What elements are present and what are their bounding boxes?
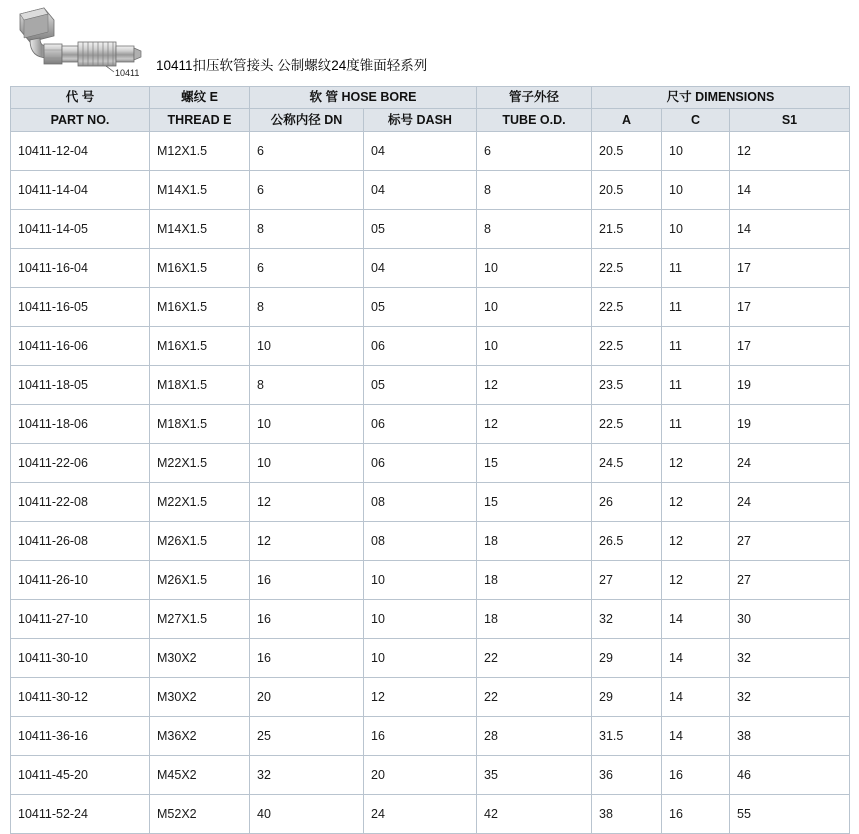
cell-c: 11 xyxy=(662,366,730,405)
cell-dn: 8 xyxy=(250,210,364,249)
cell-c: 12 xyxy=(662,522,730,561)
table-row xyxy=(11,522,850,561)
cell-part-no: 10411-22-08 xyxy=(11,483,150,522)
header-group-part-no: 代 号 xyxy=(11,87,150,109)
cell-dash: 20 xyxy=(364,756,477,795)
cell-part-no: 10411-18-06 xyxy=(11,405,150,444)
table-row xyxy=(11,171,850,210)
cell-dash: 16 xyxy=(364,717,477,756)
cell-part-no: 10411-14-04 xyxy=(11,171,150,210)
cell-dash: 08 xyxy=(364,483,477,522)
cell-part-no: 10411-36-16 xyxy=(11,717,150,756)
table-row xyxy=(11,600,850,639)
cell-c: 10 xyxy=(662,210,730,249)
cell-a: 23.5 xyxy=(592,366,662,405)
header-dash: 标号 DASH xyxy=(364,109,477,132)
cell-s1: 46 xyxy=(730,756,850,795)
cell-dn: 16 xyxy=(250,561,364,600)
table-row xyxy=(11,639,850,678)
cell-tube-od: 18 xyxy=(477,522,592,561)
cell-a: 38 xyxy=(592,795,662,834)
cell-thread-e: M26X1.5 xyxy=(150,522,250,561)
cell-dash: 10 xyxy=(364,600,477,639)
table-row xyxy=(11,678,850,717)
cell-a: 32 xyxy=(592,600,662,639)
cell-a: 29 xyxy=(592,639,662,678)
cell-thread-e: M36X2 xyxy=(150,717,250,756)
cell-dn: 12 xyxy=(250,483,364,522)
cell-a: 26 xyxy=(592,483,662,522)
cell-s1: 14 xyxy=(730,171,850,210)
cell-tube-od: 15 xyxy=(477,444,592,483)
cell-thread-e: M22X1.5 xyxy=(150,483,250,522)
cell-dash: 10 xyxy=(364,639,477,678)
cell-tube-od: 18 xyxy=(477,600,592,639)
spec-table xyxy=(10,86,850,834)
table-body xyxy=(11,132,850,834)
cell-part-no: 10411-26-10 xyxy=(11,561,150,600)
cell-dn: 16 xyxy=(250,639,364,678)
spec-table-container xyxy=(0,86,859,834)
cell-dash: 24 xyxy=(364,795,477,834)
cell-c: 14 xyxy=(662,678,730,717)
cell-s1: 17 xyxy=(730,249,850,288)
cell-thread-e: M45X2 xyxy=(150,756,250,795)
cell-part-no: 10411-12-04 xyxy=(11,132,150,171)
cell-s1: 12 xyxy=(730,132,850,171)
cell-c: 11 xyxy=(662,327,730,366)
cell-tube-od: 18 xyxy=(477,561,592,600)
cell-c: 14 xyxy=(662,639,730,678)
cell-thread-e: M14X1.5 xyxy=(150,171,250,210)
cell-part-no: 10411-30-10 xyxy=(11,639,150,678)
cell-a: 31.5 xyxy=(592,717,662,756)
cell-dn: 25 xyxy=(250,717,364,756)
cell-tube-od: 42 xyxy=(477,795,592,834)
table-header-row-group xyxy=(11,87,850,109)
cell-tube-od: 35 xyxy=(477,756,592,795)
cell-a: 22.5 xyxy=(592,405,662,444)
table-row xyxy=(11,756,850,795)
cell-part-no: 10411-30-12 xyxy=(11,678,150,717)
cell-dn: 12 xyxy=(250,522,364,561)
table-row xyxy=(11,249,850,288)
table-row xyxy=(11,717,850,756)
cell-tube-od: 6 xyxy=(477,132,592,171)
cell-tube-od: 10 xyxy=(477,327,592,366)
header-a: A xyxy=(592,109,662,132)
header-group-tube-od: 管子外径 xyxy=(477,87,592,109)
cell-s1: 24 xyxy=(730,444,850,483)
cell-a: 20.5 xyxy=(592,171,662,210)
cell-dn: 16 xyxy=(250,600,364,639)
cell-c: 11 xyxy=(662,405,730,444)
cell-part-no: 10411-18-05 xyxy=(11,366,150,405)
table-row xyxy=(11,795,850,834)
cell-tube-od: 8 xyxy=(477,210,592,249)
cell-dash: 10 xyxy=(364,561,477,600)
cell-tube-od: 10 xyxy=(477,249,592,288)
cell-c: 12 xyxy=(662,483,730,522)
cell-a: 26.5 xyxy=(592,522,662,561)
cell-dash: 05 xyxy=(364,366,477,405)
cell-thread-e: M16X1.5 xyxy=(150,249,250,288)
cell-part-no: 10411-26-08 xyxy=(11,522,150,561)
cell-tube-od: 22 xyxy=(477,639,592,678)
cell-part-no: 10411-14-05 xyxy=(11,210,150,249)
header-c: C xyxy=(662,109,730,132)
cell-s1: 14 xyxy=(730,210,850,249)
page-header xyxy=(0,0,859,86)
table-row xyxy=(11,561,850,600)
cell-dash: 04 xyxy=(364,249,477,288)
table-row xyxy=(11,405,850,444)
table-head xyxy=(11,87,850,132)
cell-a: 29 xyxy=(592,678,662,717)
cell-dash: 06 xyxy=(364,405,477,444)
table-row xyxy=(11,444,850,483)
cell-tube-od: 12 xyxy=(477,405,592,444)
cell-thread-e: M18X1.5 xyxy=(150,405,250,444)
cell-dn: 20 xyxy=(250,678,364,717)
cell-c: 14 xyxy=(662,717,730,756)
cell-tube-od: 10 xyxy=(477,288,592,327)
cell-c: 11 xyxy=(662,288,730,327)
cell-dash: 08 xyxy=(364,522,477,561)
table-row xyxy=(11,327,850,366)
table-row xyxy=(11,288,850,327)
cell-a: 22.5 xyxy=(592,327,662,366)
table-row xyxy=(11,366,850,405)
cell-s1: 38 xyxy=(730,717,850,756)
cell-thread-e: M14X1.5 xyxy=(150,210,250,249)
cell-s1: 32 xyxy=(730,639,850,678)
cell-s1: 17 xyxy=(730,327,850,366)
cell-thread-e: M12X1.5 xyxy=(150,132,250,171)
cell-part-no: 10411-16-06 xyxy=(11,327,150,366)
hose-fitting-drawing-icon xyxy=(10,6,150,80)
cell-c: 14 xyxy=(662,600,730,639)
cell-s1: 17 xyxy=(730,288,850,327)
cell-thread-e: M26X1.5 xyxy=(150,561,250,600)
header-thread-e: THREAD E xyxy=(150,109,250,132)
cell-part-no: 10411-52-24 xyxy=(11,795,150,834)
cell-dn: 10 xyxy=(250,444,364,483)
cell-s1: 55 xyxy=(730,795,850,834)
cell-c: 12 xyxy=(662,444,730,483)
cell-a: 27 xyxy=(592,561,662,600)
cell-dash: 05 xyxy=(364,210,477,249)
cell-s1: 24 xyxy=(730,483,850,522)
cell-dn: 8 xyxy=(250,288,364,327)
cell-tube-od: 15 xyxy=(477,483,592,522)
cell-dn: 40 xyxy=(250,795,364,834)
cell-thread-e: M27X1.5 xyxy=(150,600,250,639)
cell-thread-e: M16X1.5 xyxy=(150,327,250,366)
cell-a: 20.5 xyxy=(592,132,662,171)
cell-dash: 04 xyxy=(364,171,477,210)
cell-dn: 6 xyxy=(250,249,364,288)
table-row xyxy=(11,483,850,522)
header-s1: S1 xyxy=(730,109,850,132)
header-group-thread: 螺纹 E xyxy=(150,87,250,109)
cell-c: 16 xyxy=(662,795,730,834)
cell-dn: 10 xyxy=(250,405,364,444)
cell-s1: 30 xyxy=(730,600,850,639)
cell-dn: 6 xyxy=(250,132,364,171)
cell-a: 22.5 xyxy=(592,249,662,288)
cell-a: 21.5 xyxy=(592,210,662,249)
cell-c: 10 xyxy=(662,132,730,171)
cell-dn: 6 xyxy=(250,171,364,210)
cell-dash: 04 xyxy=(364,132,477,171)
table-header-row-sub xyxy=(11,109,850,132)
cell-dn: 8 xyxy=(250,366,364,405)
header-tube-od: TUBE O.D. xyxy=(477,109,592,132)
cell-dn: 32 xyxy=(250,756,364,795)
cell-thread-e: M18X1.5 xyxy=(150,366,250,405)
header-group-dimensions: 尺寸 DIMENSIONS xyxy=(592,87,850,109)
cell-s1: 27 xyxy=(730,522,850,561)
cell-dash: 05 xyxy=(364,288,477,327)
cell-part-no: 10411-16-04 xyxy=(11,249,150,288)
cell-c: 16 xyxy=(662,756,730,795)
figure-label: 10411 xyxy=(115,68,140,78)
cell-s1: 27 xyxy=(730,561,850,600)
cell-part-no: 10411-45-20 xyxy=(11,756,150,795)
cell-c: 11 xyxy=(662,249,730,288)
cell-tube-od: 22 xyxy=(477,678,592,717)
header-dn: 公称内径 DN xyxy=(250,109,364,132)
cell-thread-e: M30X2 xyxy=(150,678,250,717)
header-group-hose-bore: 软 管 HOSE BORE xyxy=(250,87,477,109)
page-title: 10411扣压软管接头 公制螺纹24度锥面轻系列 xyxy=(156,58,428,73)
cell-thread-e: M52X2 xyxy=(150,795,250,834)
cell-s1: 32 xyxy=(730,678,850,717)
cell-tube-od: 12 xyxy=(477,366,592,405)
cell-s1: 19 xyxy=(730,405,850,444)
cell-dash: 12 xyxy=(364,678,477,717)
cell-tube-od: 28 xyxy=(477,717,592,756)
cell-s1: 19 xyxy=(730,366,850,405)
cell-c: 10 xyxy=(662,171,730,210)
cell-dn: 10 xyxy=(250,327,364,366)
cell-a: 24.5 xyxy=(592,444,662,483)
cell-tube-od: 8 xyxy=(477,171,592,210)
cell-c: 12 xyxy=(662,561,730,600)
cell-thread-e: M22X1.5 xyxy=(150,444,250,483)
cell-dash: 06 xyxy=(364,444,477,483)
cell-a: 22.5 xyxy=(592,288,662,327)
cell-thread-e: M30X2 xyxy=(150,639,250,678)
table-row xyxy=(11,132,850,171)
cell-part-no: 10411-16-05 xyxy=(11,288,150,327)
table-row xyxy=(11,210,850,249)
cell-dash: 06 xyxy=(364,327,477,366)
cell-part-no: 10411-22-06 xyxy=(11,444,150,483)
cell-part-no: 10411-27-10 xyxy=(11,600,150,639)
cell-a: 36 xyxy=(592,756,662,795)
cell-thread-e: M16X1.5 xyxy=(150,288,250,327)
header-part-no: PART NO. xyxy=(11,109,150,132)
